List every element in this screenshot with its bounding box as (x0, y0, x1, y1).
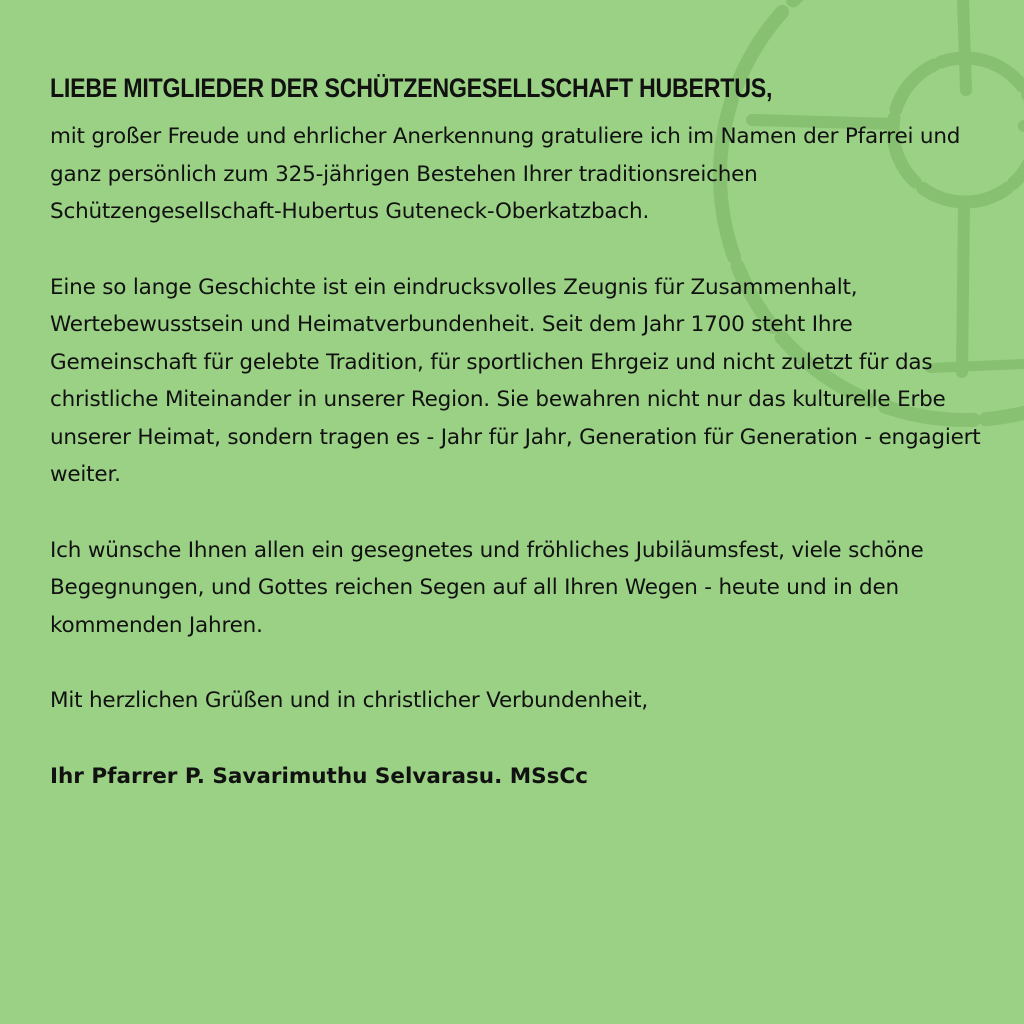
paragraph-intro: mit großer Freude und ehrlicher Anerkennung gratuliere ich im Namen der Pfarrei und ganz persönlich zum 325-jährigen Bestehen Ihrer traditionsreichen Schützengesellschaft-Hubertus Guteneck-Oberkatzbach. (50, 124, 961, 225)
paragraph-history: Eine so lange Geschichte ist ein eindrucksvolles Zeugnis für Zusammenhalt, Wertebewusstsein und Heimatverbundenheit. Seit dem Jahr 1700 steht Ihre Gemeinschaft für gelebte Tradition, für sportlichen Ehrgeiz und nicht zuletzt für das christliche Miteinander in unserer Region. Sie bewahren nicht nur das kulturelle Erbe unserer Heimat, sondern tragen es - Jahr für Jahr, Generation für Generation - engagiert weiter. (50, 274, 981, 488)
letter-heading: LIEBE MITGLIEDER DER SCHÜTZENGESELLSCHAFT HUBERTUS, (50, 73, 773, 103)
signature: Ihr Pfarrer P. Savarimuthu Selvarasu. MSsCc (50, 763, 588, 789)
paragraph-wishes: Ich wünsche Ihnen allen ein gesegnetes und fröhliches Jubiläumsfest, viele schöne Begegnungen, und Gottes reichen Segen auf all Ihren Wegen - heute und in den kommenden Jahren. (50, 537, 924, 638)
paragraph-closing: Mit herzlichen Grüßen und in christlicher Verbundenheit, (50, 688, 648, 714)
letter (50, 72, 990, 817)
